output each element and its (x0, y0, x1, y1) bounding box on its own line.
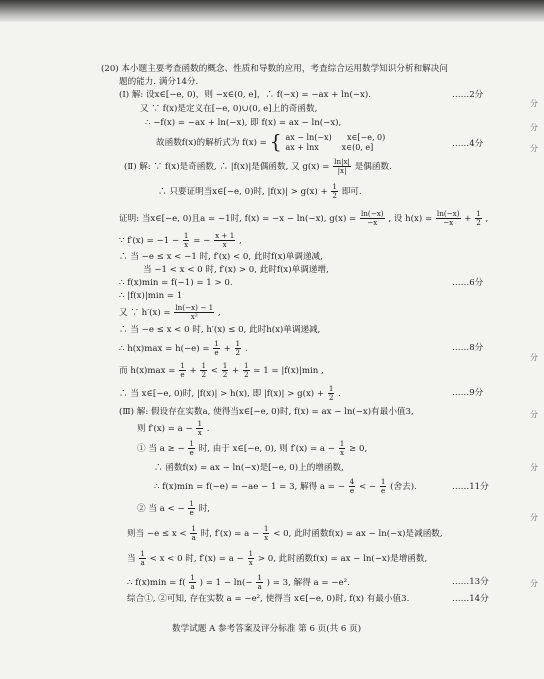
part3-case1-line2: ∴ 函数f(x) = ax − ln(−x)是[−e, 0)上的增函数, (154, 463, 344, 473)
question-intro-line1: (20) 本小题主要考查函数的概念、性质和导数的应用，考查综合运用数学知识分析和解决问 (101, 64, 448, 74)
fraction: $\frac{1}{2}$ (476, 209, 481, 227)
part2-line4 (119, 232, 242, 249)
part3-case2-line4 (127, 574, 350, 591)
text-segment: ② 当 a < − (137, 504, 185, 514)
margin-mark: 分 (530, 410, 538, 419)
score-4: ……4分 (452, 139, 484, 149)
case1-expr: ax − ln(−x) (285, 132, 332, 142)
fraction: $\frac{\ln(-x)}{-x}$ (360, 209, 384, 227)
text-segment: = 1 = |f(x)|min , (253, 366, 324, 376)
part2-line11 (119, 340, 248, 357)
margin-mark: 分 (530, 144, 538, 153)
text-segment: 时, (198, 504, 211, 514)
text-segment: 则当 −e ≤ x < (127, 529, 187, 539)
text-segment: ∵ f′(x) = −1 − (119, 236, 180, 246)
fraction: $\frac{1}{2}$ (235, 339, 241, 357)
text-segment: < 0, 此时函数f(x) = ax − ln(−x)是减函数, (273, 529, 443, 539)
text-segment: < (210, 366, 218, 376)
part2-line1-text: (Ⅱ) 解: ∵ f(x)是奇函数, ∴ |f(x)|是偶函数, 又 g(x) = (124, 162, 330, 172)
text-segment: ≥ 0, (349, 444, 368, 454)
text-segment: 则 f′(x) = a − (137, 424, 193, 434)
part2-line10: ∴ 当 −e ≤ x < 0 时, h′(x) ≤ 0, 此时h(x)单调递减, (119, 325, 321, 335)
part3-case1-line1 (137, 440, 367, 457)
part2-line12 (119, 362, 324, 379)
text-segment: . (338, 389, 341, 399)
text-segment: 而 h(x)max = (119, 366, 176, 376)
text-segment: (舍去). (390, 482, 417, 492)
part3-line2 (137, 420, 210, 437)
text-segment: , (485, 214, 489, 224)
part2-line13 (119, 385, 341, 402)
fraction: $\frac{\ln(-x) - 1}{\text{x²}}$ (175, 303, 214, 321)
case2-domain: x∈(0, e] (341, 142, 374, 152)
text-segment: ∴ 当 x∈[−e, 0)时, |f(x)| > h(x), 即 |f(x)| > g(x) + (119, 389, 325, 399)
text-segment: + (232, 366, 240, 376)
text-segment: ) = 3, 解得 a = −e². (266, 578, 350, 588)
score-14: ……14分 (452, 594, 489, 604)
text-segment: ① 当 a ≥ − (137, 444, 185, 454)
fraction: $\frac{1}{e}$ (189, 499, 194, 517)
part3-line1: (Ⅲ) 解: 假设存在实数a, 使得当x∈[−e, 0)时, f(x) = ax − ln(−x)有最小值3, (119, 407, 414, 417)
part1-line3: ∴ −f(x) = −ax + ln(−x), 即 f(x) = ax − ln(−x), (145, 118, 342, 128)
text-segment: 又 ∵ h′(x) = (119, 308, 171, 318)
fraction: $\frac{1}{a}$ (140, 549, 145, 567)
part1-piecewise (156, 131, 385, 155)
part3-case1-line3 (154, 478, 417, 495)
part2-line7: ∴ f(x)min = f(−1) = 1 > 0. (119, 278, 233, 288)
fraction: $\frac{1}{2}$ (332, 182, 337, 200)
margin-mark: 分 (530, 353, 538, 362)
part3-case2-line3 (127, 550, 427, 567)
text-segment: 时, f′(x) = a − (200, 529, 260, 539)
text-segment: 当 (127, 554, 136, 564)
text-segment: + (223, 344, 231, 354)
part2-line6: 当 −1 < x < 0 时, f′(x) > 0, 此时f(x)单调递增, (143, 265, 329, 275)
part2-line5: ∴ 当 −e ≤ x < −1 时, f′(x) < 0, 此时f(x)单调递减, (119, 252, 323, 262)
part1-line1: (Ⅰ) 解: 设x∈[−e, 0)，则 −x∈(0, e]，∴ f(−x) = −ax + ln(−x). (119, 90, 371, 100)
text-segment: 时, 由于 x∈[−e, 0), 则 f′(x) = a − (198, 444, 335, 454)
fraction: $\frac{1}{e}$ (380, 477, 386, 495)
text-segment: , 设 h(x) = (388, 214, 433, 224)
text-segment: < x < 0 时, f′(x) = a − (149, 554, 244, 564)
fraction: $\frac{1}{2}$ (222, 361, 228, 379)
text-segment: . (244, 344, 248, 354)
text-segment: , (239, 236, 242, 246)
fraction: $\frac{4}{e}$ (349, 477, 355, 495)
text-segment: ∴ h(x)max = h(−e) = (119, 344, 210, 354)
part3-case2-line1 (137, 500, 210, 517)
part2-line3 (119, 210, 488, 227)
fraction: $\frac{1}{e}$ (180, 361, 185, 379)
text-segment: + (464, 214, 472, 224)
part2-line2-end: 即可. (341, 187, 362, 197)
part2-line9 (119, 304, 221, 321)
margin-mark: 分 (530, 513, 538, 522)
score-8: ……8分 (452, 343, 484, 353)
fraction: $\frac{1}{x}$ (183, 231, 189, 249)
score-9: ……9分 (452, 388, 484, 398)
text-segment: + (189, 366, 197, 376)
margin-mark: 分 (530, 579, 538, 588)
text-segment: = − (193, 236, 211, 246)
text-segment: > 0, 此时函数f(x) = ax − ln(−x)是增函数, (257, 554, 428, 564)
score-13: ……13分 (452, 577, 489, 587)
part3-case2-line2 (127, 525, 443, 542)
fraction: $\frac{1}{e}$ (189, 439, 194, 457)
fraction: $\frac{1}{x}$ (248, 549, 254, 567)
text-segment: , (217, 308, 221, 318)
piecewise-prefix: 故函数f(x)的解析式为 f(x) = (156, 138, 267, 148)
part2-line8: ∴ |f(x)|min = 1 (119, 291, 183, 301)
part2-line1-end: 是偶函数. (354, 162, 392, 172)
margin-mark: 分 (530, 463, 538, 472)
fraction: $\frac{\ln(-x)}{-x}$ (436, 209, 460, 227)
proof-start: 证明: 当x∈[−e, 0)且a = −1时, f(x) = −x − ln(−x), g(x) = (119, 214, 357, 224)
page-footer: 数学试题 A 参考答案及评分标准 第 6 页(共 6 页) (172, 624, 362, 634)
text-segment: < − (358, 482, 377, 492)
fraction: $\frac{1}{x}$ (263, 524, 269, 542)
fraction: $\frac{x + 1}{x}$ (215, 231, 235, 249)
score-6: ……6分 (452, 278, 484, 288)
text-segment: ∴ f(x)min = f(−e) = −ae − 1 = 3, 解得 a = − (154, 482, 345, 492)
fraction: $\frac{1}{x}$ (339, 439, 345, 457)
part2-line2-text: ∴ 只要证明当x∈[−e, 0)时, |f(x)| > g(x) + (158, 187, 328, 197)
margin-mark: 分 (530, 99, 538, 108)
question-intro-line2: 题的能力. 满分14分. (119, 77, 199, 87)
case2-expr: ax + lnx (285, 142, 319, 152)
fraction: $\frac{1}{e}$ (214, 339, 219, 357)
fraction: $\frac{1}{x}$ (197, 419, 203, 437)
text-segment: . (206, 424, 210, 434)
part2-line2 (158, 183, 362, 200)
part2-line1 (124, 158, 392, 175)
piecewise-cases (285, 133, 385, 153)
fraction: $\frac{1}{2}$ (201, 361, 207, 379)
margin-mark: 分 (530, 123, 538, 132)
text-segment: ∴ f(x)min = f( (127, 578, 186, 588)
scan-shadow (0, 0, 544, 22)
part3-conclusion: 综合①, ②可知, 存在实数 a = −e², 使得当 x∈[−e, 0)时, f(x) 有最小值3. (127, 594, 410, 604)
fraction: $\frac{1}{a}$ (191, 524, 196, 542)
fraction: $\frac{\ln|x|}{|x|}$ (334, 157, 350, 175)
case1-domain: x∈[−e, 0) (346, 132, 386, 142)
fraction: $\frac{1}{2}$ (328, 384, 334, 402)
fraction: $\frac{1}{2}$ (243, 361, 249, 379)
score-2: ……2分 (452, 90, 484, 100)
fraction: $\frac{1}{a}$ (190, 573, 195, 591)
brace-symbol: { (269, 131, 282, 153)
fraction: $\frac{1}{a}$ (257, 573, 262, 591)
text-segment: ) = 1 − ln(− (199, 578, 253, 588)
part1-line2: 又 ∵ f(x)是定义在[−e, 0)∪(0, e]上的奇函数, (140, 104, 318, 114)
score-11: ……11分 (452, 482, 489, 492)
